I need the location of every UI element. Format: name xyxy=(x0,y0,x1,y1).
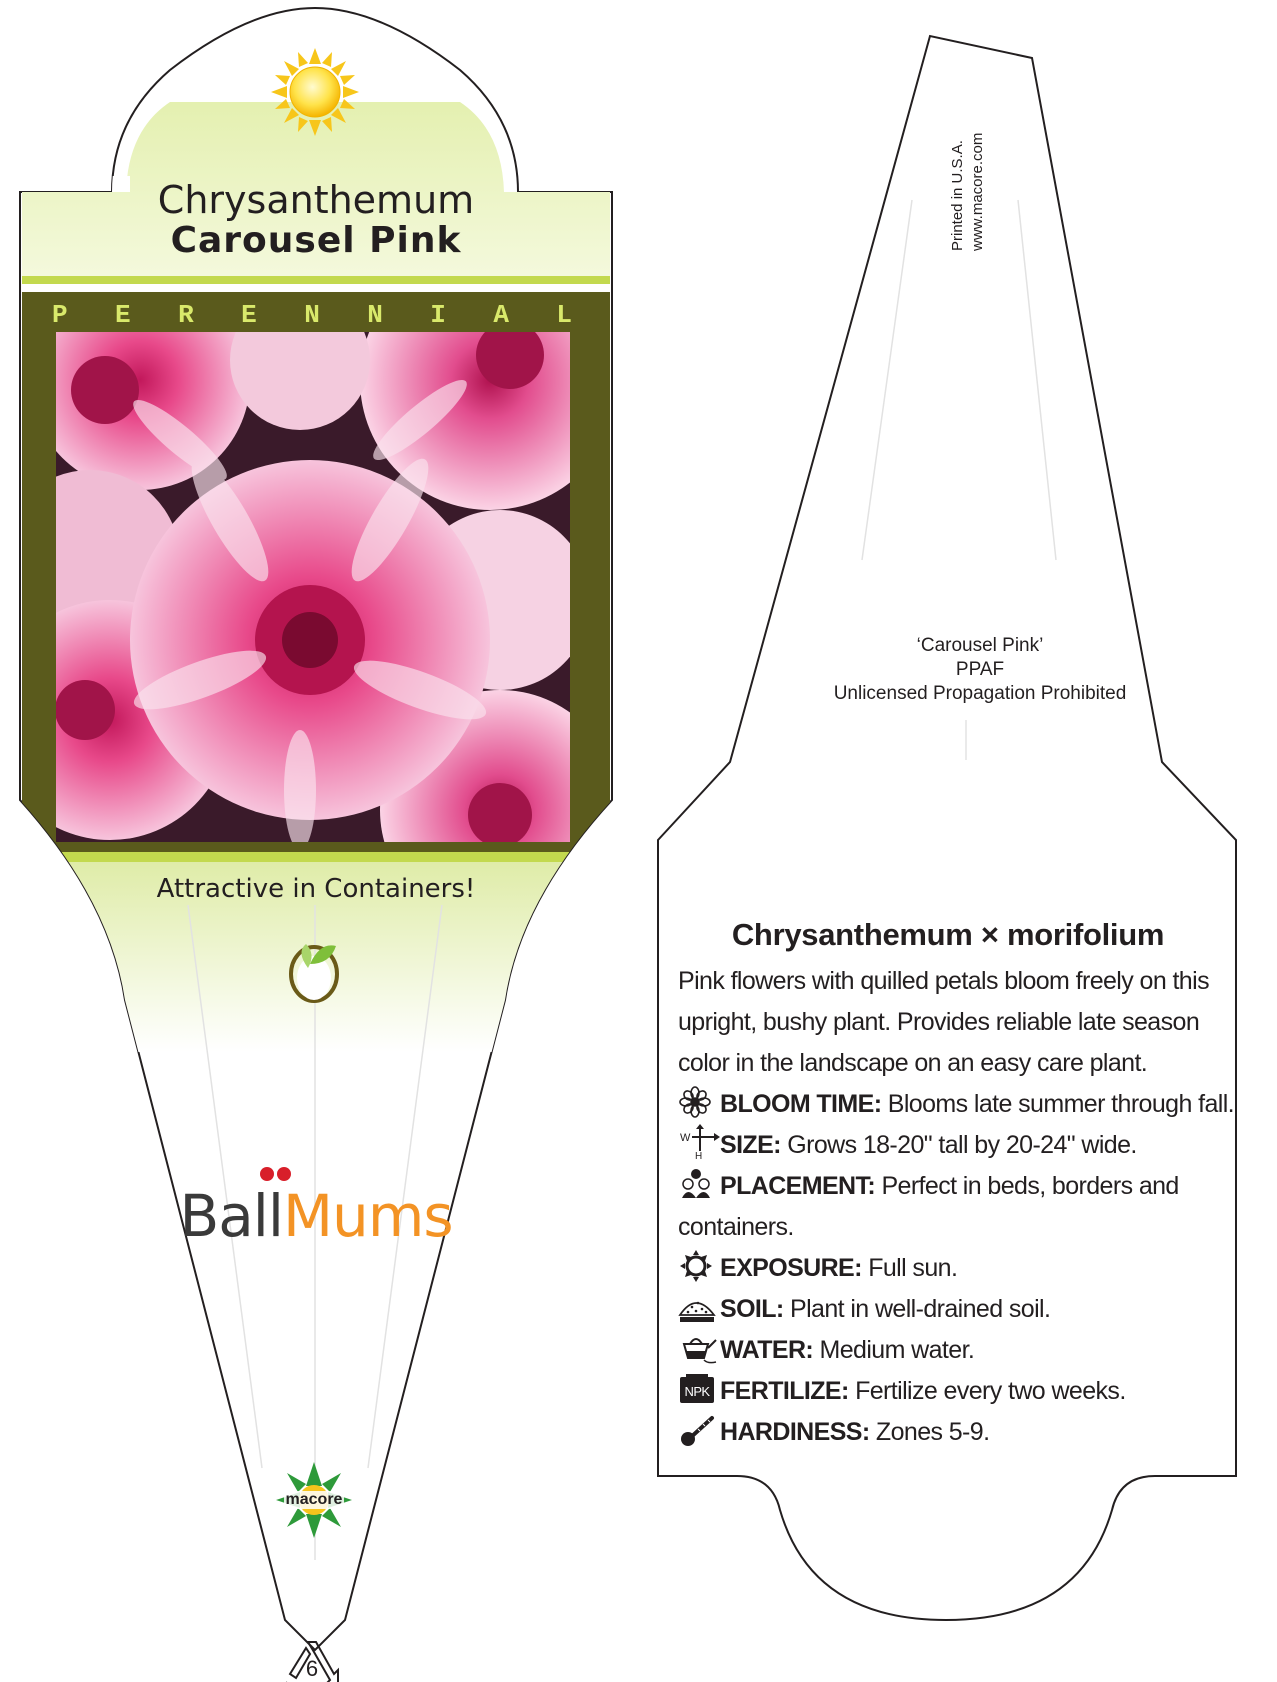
placement-icon xyxy=(678,1168,720,1200)
attribute-label: FERTILIZE: xyxy=(720,1377,849,1405)
brand-part1: Ball xyxy=(179,1182,284,1250)
npk-label: NPK xyxy=(684,1384,710,1399)
attribute-value: Fertilize every two weeks. xyxy=(848,1377,1126,1405)
attribute-hardiness xyxy=(678,1412,1238,1453)
plant-genus: Chrysanthemum xyxy=(157,178,475,222)
recycle-number: 6 xyxy=(305,1656,319,1681)
category-label xyxy=(52,300,572,330)
maker-name: macore xyxy=(285,1491,343,1508)
size-w-label: W xyxy=(680,1132,690,1144)
npk-icon xyxy=(678,1373,720,1405)
attribute-label: BLOOM TIME: xyxy=(720,1090,882,1118)
category-letter: E xyxy=(241,300,257,330)
attribute-label: SIZE: xyxy=(720,1131,781,1159)
legal-block xyxy=(770,634,1190,706)
size-h-label: H xyxy=(695,1151,702,1162)
brand-logo xyxy=(0,1182,632,1250)
attribute-label: WATER: xyxy=(720,1336,814,1364)
tagline: Attractive in Containers! xyxy=(156,874,476,904)
attribute-bloom-time xyxy=(678,1084,1238,1125)
printed-info xyxy=(945,55,986,255)
botanical-name: Chrysanthemum × morifolium xyxy=(731,917,1165,952)
watering-can-icon xyxy=(678,1332,720,1364)
legal-line: PPAF xyxy=(955,659,1005,680)
attribute-label: EXPOSURE: xyxy=(720,1254,862,1282)
attribute-value: Full sun. xyxy=(861,1254,958,1282)
size-arrows-icon xyxy=(678,1127,720,1162)
attribute-value: Zones 5-9. xyxy=(869,1418,990,1446)
attribute-value: Grows 18-20" tall by 20-24" wide. xyxy=(780,1131,1137,1159)
legal-line: ‘Carousel Pink’ xyxy=(916,635,1044,656)
soil-icon xyxy=(678,1291,720,1323)
category-letter: L xyxy=(556,300,572,330)
attribute-value: Blooms late summer through fall. xyxy=(881,1090,1235,1118)
plant-description xyxy=(678,917,1238,1453)
attribute-label: SOIL: xyxy=(720,1295,784,1323)
attribute-value: Plant in well-drained soil. xyxy=(783,1295,1051,1323)
category-letter: N xyxy=(367,300,383,330)
attribute-label: PLACEMENT: xyxy=(720,1172,876,1200)
category-letter: P xyxy=(52,300,68,330)
category-letter: I xyxy=(430,300,446,330)
plant-variety: Carousel Pink xyxy=(170,220,462,261)
attribute-size xyxy=(678,1125,1238,1166)
category-letter: E xyxy=(115,300,131,330)
legal-line: Unlicensed Propagation Prohibited xyxy=(833,683,1127,704)
attribute-placement xyxy=(678,1166,1238,1248)
attribute-value: Medium water. xyxy=(813,1336,975,1364)
attribute-soil xyxy=(678,1289,1238,1330)
thermometer-icon xyxy=(678,1414,720,1446)
sun-icon xyxy=(271,48,359,136)
printed-line2: www.macore.com xyxy=(969,132,986,251)
category-letter: A xyxy=(493,300,509,330)
sun-icon xyxy=(678,1250,720,1282)
flower-icon xyxy=(678,1086,720,1118)
attribute-label: HARDINESS: xyxy=(720,1418,870,1446)
flower-photo xyxy=(0,250,620,930)
printed-line1: Printed in U.S.A. xyxy=(949,140,966,251)
brand-part2: Mums xyxy=(283,1182,453,1250)
description-text: Pink flowers with quilled petals bloom freely on this upright, bushy plant. Provides reliable late season color in the landscape on an easy care plant. xyxy=(678,967,1209,1077)
attribute-exposure xyxy=(678,1248,1238,1289)
attribute-water xyxy=(678,1330,1238,1371)
category-letter: R xyxy=(178,300,194,330)
attribute-value: Perfect in beds, borders and containers. xyxy=(678,1172,1179,1241)
category-letter: N xyxy=(304,300,320,330)
attribute-fertilize xyxy=(678,1371,1238,1412)
